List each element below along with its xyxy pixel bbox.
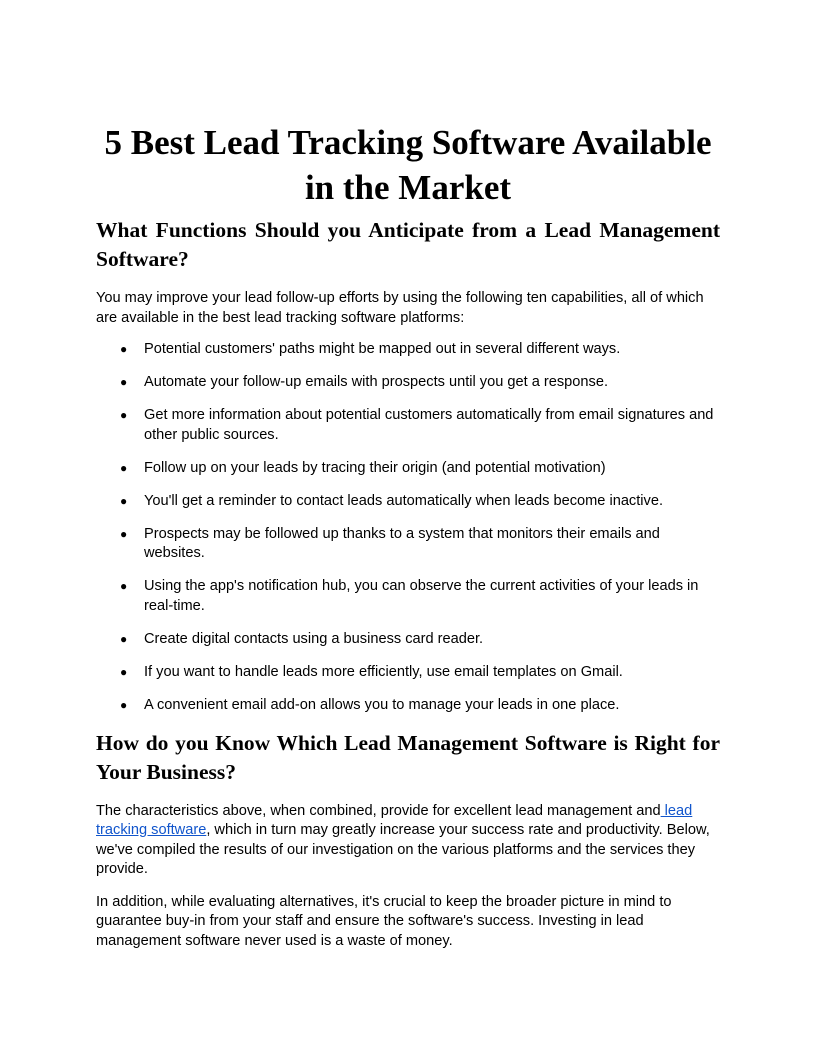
capabilities-list [96, 340, 720, 715]
list-item-text: If you want to handle leads more efficiently, use email templates on Gmail. [144, 663, 623, 680]
bullet-icon: ● [120, 631, 128, 646]
list-item [96, 492, 720, 512]
list-item-text: Follow up on your leads by tracing their origin (and potential motivation) [144, 459, 606, 476]
list-item [96, 630, 720, 650]
list-item [96, 663, 720, 683]
bullet-icon: ● [120, 579, 128, 593]
list-item-text: You'll get a reminder to contact leads automatically when leads become inactive. [144, 492, 663, 509]
bullet-icon: ● [120, 526, 128, 541]
document-title: 5 Best Lead Tracking Software Available in the Market [104, 123, 712, 207]
bullet-icon: ● [120, 375, 128, 389]
list-item [96, 525, 720, 564]
list-item-text: Create digital contacts using a business card reader. [144, 630, 484, 647]
list-item-text: Automate your follow-up emails with prospects until you get a response. [144, 374, 608, 390]
list-item [96, 577, 720, 616]
body-paragraph-characteristics [96, 802, 720, 880]
lead-tracking-software-link[interactable]: lead tracking software [96, 802, 693, 838]
list-item [96, 373, 720, 393]
bullet-icon: ● [120, 460, 128, 475]
bullet-icon: ● [120, 408, 128, 422]
section-intro-paragraph: You may improve your lead follow-up efforts by using the following ten capabilities, all of which are available in the best lead tracking software platforms: [96, 290, 704, 326]
document-page [96, 120, 720, 951]
bullet-icon: ● [120, 342, 128, 356]
list-item [96, 696, 720, 716]
bullet-icon: ● [120, 664, 128, 679]
section-heading-choosing: How do you Know Which Lead Management Software is Right for Your Business? [96, 730, 720, 784]
paragraph-text: , which in turn may greatly increase your success rate and productivity. Below, we've compiled the results of our investigation on the various platforms and the services they provide. [96, 822, 710, 877]
paragraph-text: The characteristics above, when combined, provide for excellent lead management and [96, 802, 661, 819]
list-item-text: Potential customers' paths might be mapped out in several different ways. [144, 341, 621, 357]
list-item [96, 340, 720, 360]
list-item-text: Prospects may be followed up thanks to a system that monitors their emails and websites. [144, 525, 660, 561]
list-item-text: Using the app's notification hub, you can observe the current activities of your leads in real-time. [144, 578, 699, 614]
list-item [96, 406, 720, 445]
bullet-icon: ● [120, 697, 128, 712]
list-item [96, 459, 720, 479]
body-paragraph-alternatives: In addition, while evaluating alternatives, it's crucial to keep the broader picture in mind to guarantee buy-in from your staff and ensure the software's success. Investing in lead management software never used is a waste of money. [96, 893, 672, 949]
list-item-text: Get more information about potential customers automatically from email signatures and other public sources. [144, 407, 714, 443]
section-heading-functions: What Functions Should you Anticipate from a Lead Management Software? [96, 218, 720, 271]
bullet-icon: ● [120, 493, 128, 508]
list-item-text: A convenient email add-on allows you to manage your leads in one place. [144, 696, 620, 713]
